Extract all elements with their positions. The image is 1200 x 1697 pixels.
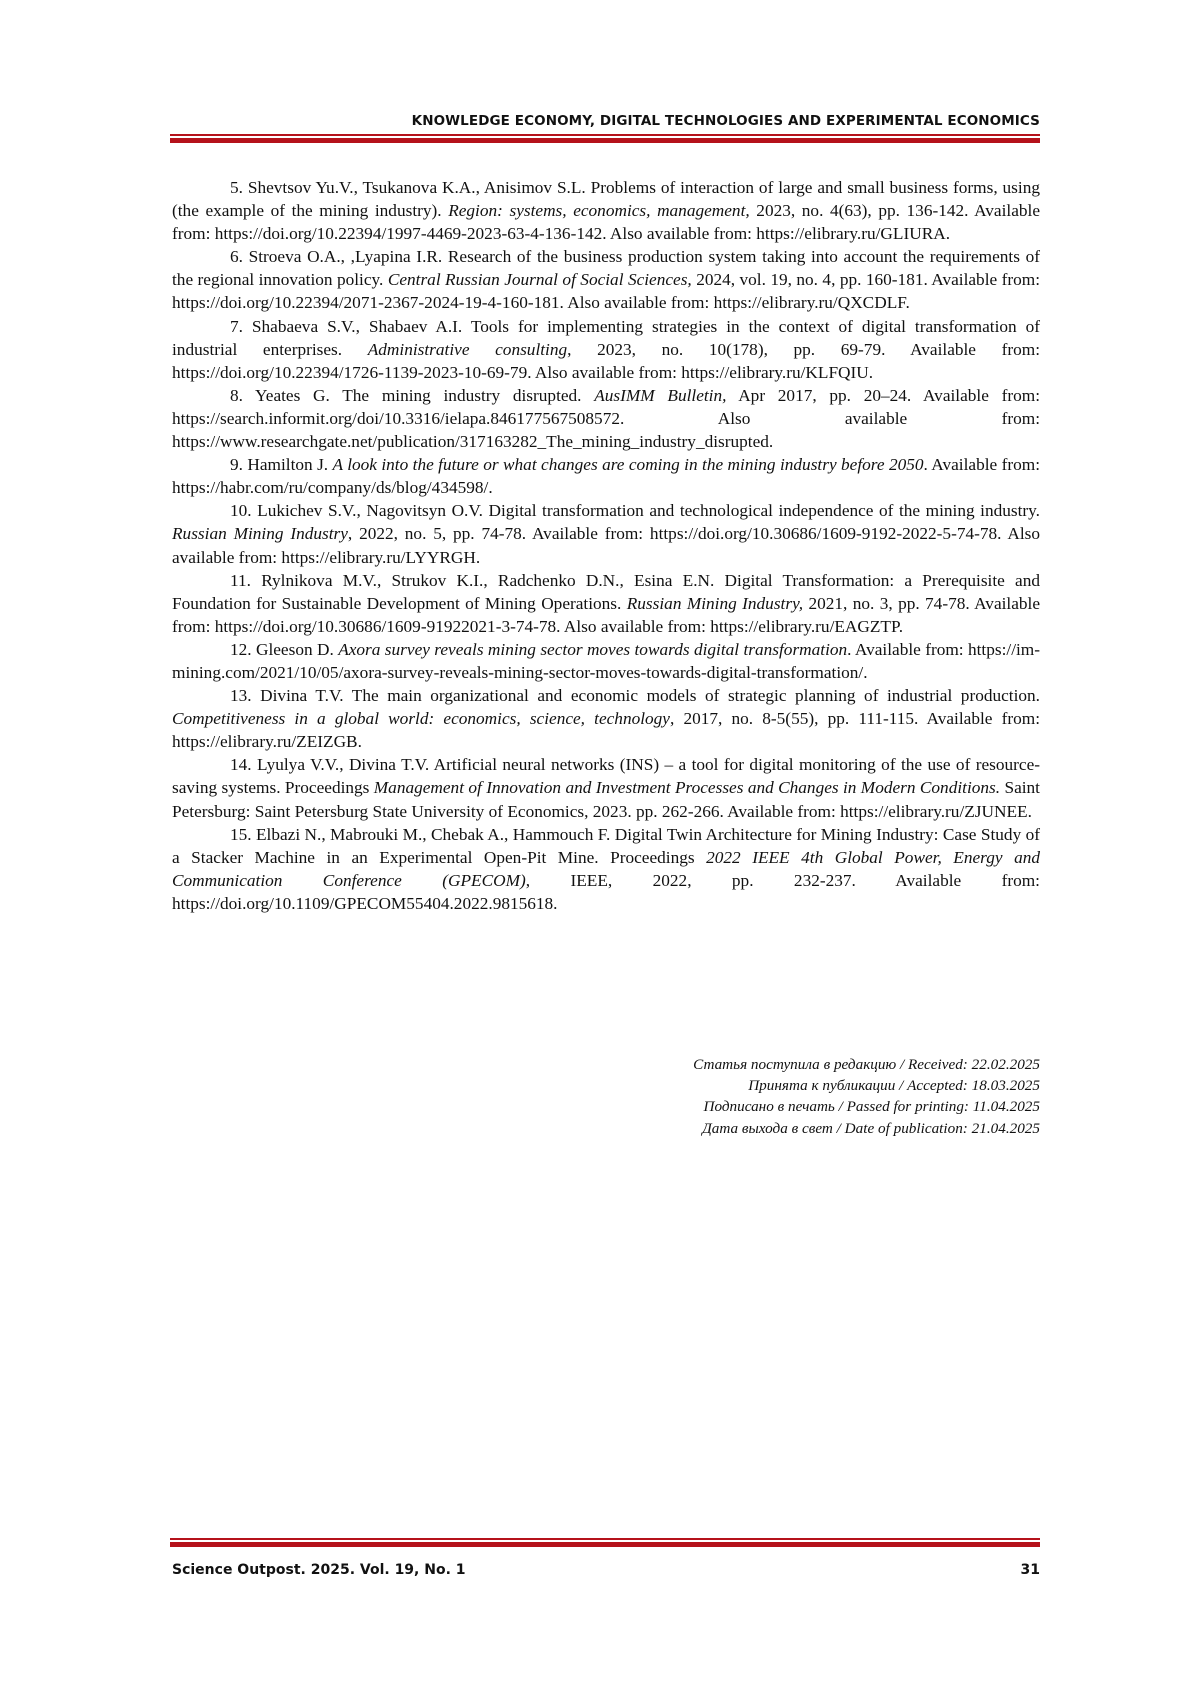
reference-item: 15. Elbazi N., Mabrouki M., Chebak A., Hammouch F. Digital Twin Architecture for Mining Industry: Case Study of a Stacker Machine in an Experimental Open-Pit Mine. Proceedings 2022 IEEE 4th Global Power, Energy and Communication Conference (GPECOM), IEEE, 2022, pp. 232-237. Available from: https://doi.org/10.1109/GPECOM55404.2022.9815618. (172, 824, 1040, 913)
footer-rule-thin (170, 1538, 1040, 1540)
reference-item: 9. Hamilton J. A look into the future or what changes are coming in the mining industry before 2050. Available from: https://habr.com/ru/company/ds/blog/434598/. (172, 455, 1040, 498)
date-accepted: Принята к публикации / Accepted: 18.03.2025 (748, 1077, 1040, 1095)
reference-item: 8. Yeates G. The mining industry disrupted. AusIMM Bulletin, Apr 2017, pp. 20–24. Available from: https://search.informit.org/doi/10.3316/ielapa.846177567508572. Also available from: https://www.researchgate.net/publication/317163282_The_mining_industry_disrupted. (172, 385, 1040, 452)
reference-item: 11. Rylnikova M.V., Strukov K.I., Radchenko D.N., Esina E.N. Digital Transformation: a Prerequisite and Foundation for Sustainable Development of Mining Operations. Russian Mining Industry, 2021, no. 3, pp. 74-78. Available from: https://doi.org/10.30686/1609-91922021-3-74-78. Also available from: https://elibrary.ru/EAGZTP. (172, 570, 1040, 636)
footer-rule-thick (170, 1542, 1040, 1547)
header-rule-thick (170, 138, 1040, 143)
date-printing: Подписано в печать / Passed for printing: 11.04.2025 (703, 1098, 1040, 1116)
header-rule-thin (170, 134, 1040, 136)
reference-item: 10. Lukichev S.V., Nagovitsyn O.V. Digital transformation and technological independence of the mining industry. Russian Mining Industry, 2022, no. 5, pp. 74-78. Available from: https://doi.org/10.30686/1609-9192-2022-5-74-78. Also available from: https://elibrary.ru/LYYRGH. (172, 501, 1040, 567)
date-received: Статья поступила в редакцию / Received: 22.02.2025 (693, 1056, 1040, 1073)
reference-item: 7. Shabaeva S.V., Shabaev A.I. Tools for implementing strategies in the context of digital transformation of industrial enterprises. Administrative consulting, 2023, no. 10(178), pp. 69-79. Available from: https://doi.org/10.22394/1726-1139-2023-10-69-79. Also available from: https://elibrary.ru/KLFQIU. (172, 316, 1041, 382)
reference-list (172, 176, 1040, 915)
journal-citation: Science Outpost. 2025. Vol. 19, No. 1 (172, 1562, 466, 1578)
reference-item: 14. Lyulya V.V., Divina T.V. Artificial neural networks (INS) – a tool for digital monitoring of the use of resource-saving systems. Proceedings Management of Innovation and Investment Processes and Changes in Modern Conditions. Saint Petersburg: Saint Petersburg State University of Economics, 2023. pp. 262-266. Available from: https://elibrary.ru/ZJUNEE. (172, 755, 1040, 821)
reference-item: 12. Gleeson D. Axora survey reveals mining sector moves towards digital transformation. Available from: https://im-mining.com/2021/10/05/axora-survey-reveals-mining-sector-moves-towards-digital-transformation/. (172, 639, 1040, 682)
date-publication: Дата выхода в свет / Date of publication: 21.04.2025 (702, 1119, 1040, 1137)
reference-item: 13. Divina T.V. The main organizational and economic models of strategic planning of industrial production. Competitiveness in a global world: economics, science, technology, 2017, no. 8-5(55), pp. 111-115. Available from: https://elibrary.ru/ZEIZGB. (172, 686, 1040, 752)
reference-item: 6. Stroeva O.A., ,Lyapina I.R. Research of the business production system taking into account the requirements of the regional innovation policy. Central Russian Journal of Social Sciences, 2024, vol. 19, no. 4, pp. 160-181. Available from: https://doi.org/10.22394/2071-2367-2024-19-4-160-181. Also available from: https://elibrary.ru/QXCDLF. (172, 247, 1041, 313)
running-title: KNOWLEDGE ECONOMY, DIGITAL TECHNOLOGIES AND EXPERIMENTAL ECONOMICS (411, 113, 1040, 129)
publication-dates (500, 1054, 1040, 1139)
page-number: 31 (1020, 1562, 1040, 1578)
reference-item: 5. Shevtsov Yu.V., Tsukanova K.A., Anisimov S.L. Problems of interaction of large and small business forms, using (the example of the mining industry). Region: systems, economics, management, 2023, no. 4(63), pp. 136-142. Available from: https://doi.org/10.22394/1997-4469-2023-63-4-136-142. Also available from: https://elibrary.ru/GLIURA. (172, 178, 1040, 244)
